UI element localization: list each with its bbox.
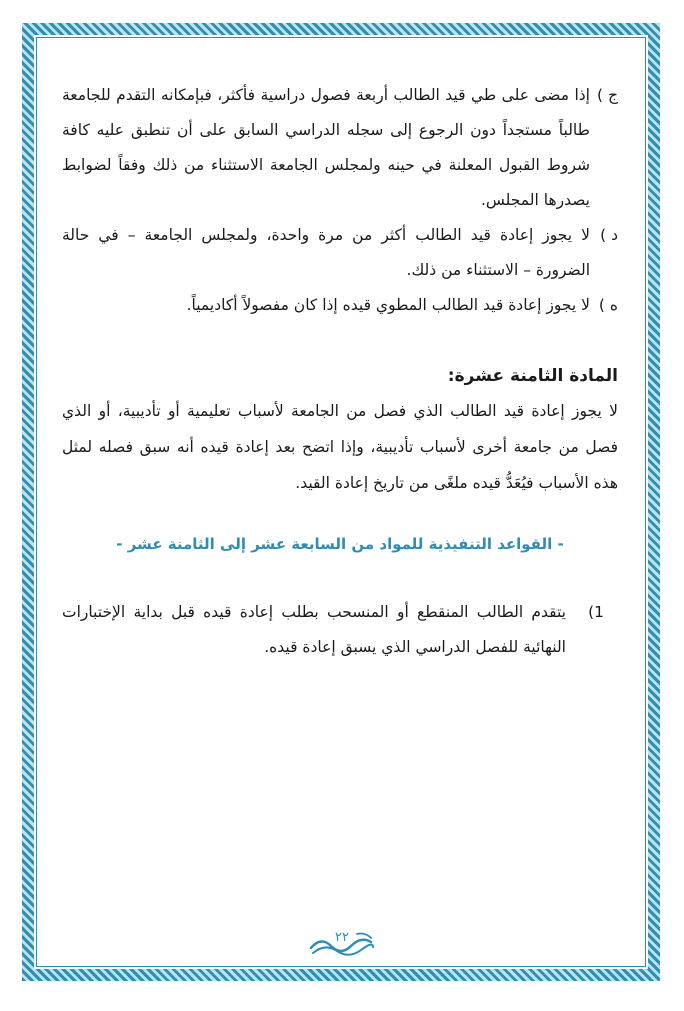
article-body: لا يجوز إعادة قيد الطالب الذي فصل من الجامعة لأسباب تعليمية أو تأديبية، أو الذي فصل من جامعة أخرى لأسباب تأديبية، وإذا اتضح بعد إعادة قيده أنه سبق فصله لمثل هذه الأسباب فيُعَدُّ قيده ملغًى من تاريخ إعادة القيد. (62, 402, 618, 492)
list-marker: د ) (600, 226, 618, 244)
list-item-jeem (62, 78, 618, 218)
list-item-text: إذا مضى على طي قيد الطالب أربعة فصول دراسية فأكثر، فبإمكانه التقدم للجامعة طالباً مستجداً دون الرجوع إلى سجله الدراسي السابق على أن تنطبق عليه كافة شروط القبول المعلنة في حينه ولمجلس الجامعة الاستثناء من ذلك وفقاً لضوابط يصدرها المجلس. (62, 86, 590, 209)
list-item-dal (62, 218, 618, 288)
article-heading: المادة الثامنة عشرة: (447, 366, 618, 386)
rule-item (62, 595, 618, 665)
rule-text: يتقدم الطالب المنقطع أو المنسحب بطلب إعادة قيده قبل بداية الإختبارات النهائية للفصل الدراسي الذي يسبق إعادة قيده. (62, 603, 566, 656)
page-number: ٢٢ (335, 930, 349, 945)
list-item-ha (62, 288, 618, 323)
list-item-text: لا يجوز إعادة قيد الطالب أكثر من مرة واحدة، ولمجلس الجامعة – في حالة الضرورة – الاستثناء من ذلك. (62, 226, 590, 279)
list-marker: ه ) (598, 296, 618, 314)
rule-marker: 1) (588, 603, 604, 621)
page-content (62, 78, 618, 665)
list-item-text: لا يجوز إعادة قيد الطالب المطوي قيده إذا كان مفصولاً أكاديمياً. (186, 296, 590, 314)
rules-section-title: - القواعد التنفيذية للمواد من السابعة عشر إلى الثامنة عشر - (116, 535, 564, 553)
list-marker: ج ) (597, 86, 618, 104)
